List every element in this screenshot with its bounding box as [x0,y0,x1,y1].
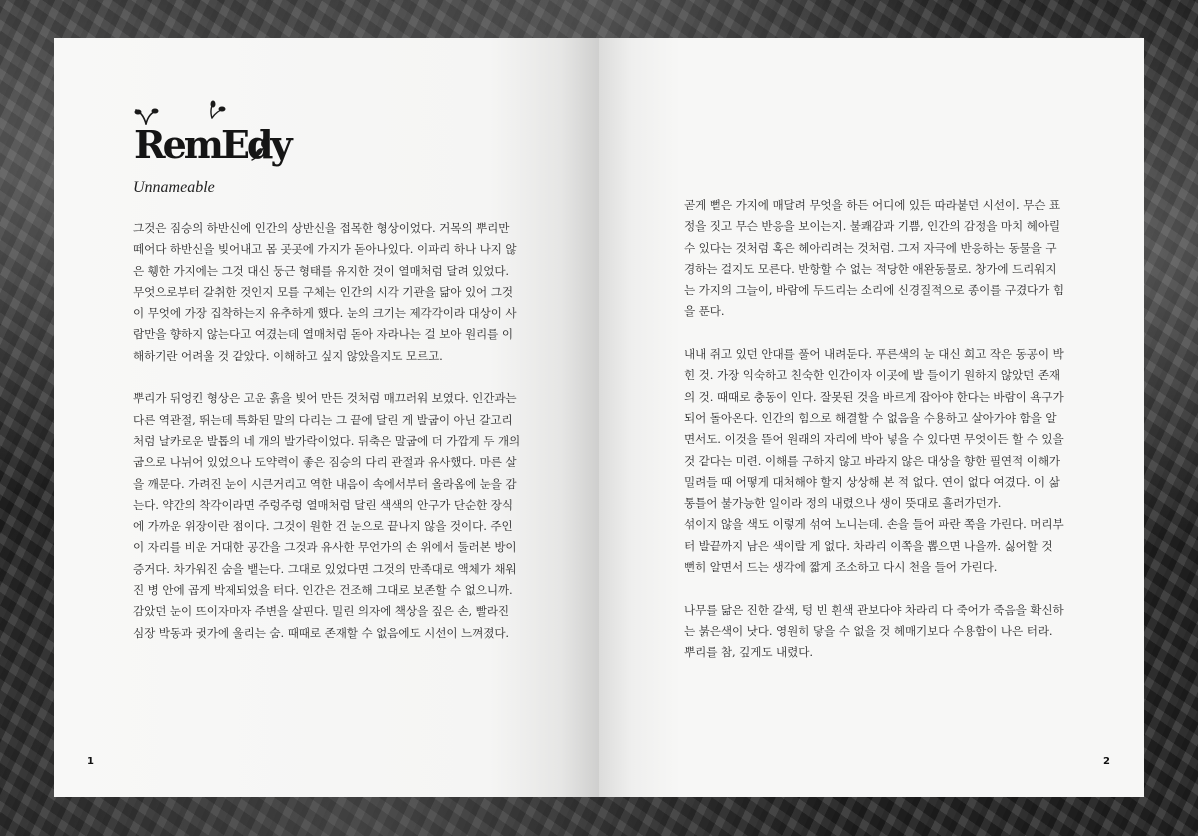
subtitle: Unnameable [133,179,215,196]
paragraph: 곧게 뻗은 가지에 매달려 무엇을 하든 어디에 있든 따라붙던 시선이. 무슨 표정을 짓고 무슨 반응을 보이는지. 불쾌감과 기쁨, 인간의 감정을 마치 헤아릴 수 있다는 것처럼 혹은 헤아리려는 것처럼. 그저 자극에 반응하는 동물을 구경하는 걸지도 모른다. 반항할 수 없는 적당한 애완동물로. 창가에 드리워지는 가지의 그늘이, 바람에 두드리는 소리에 신경질적으로 종이를 구겼다가 힘을 푼다. [684,198,1064,319]
paragraph: 뿌리가 뒤엉킨 형상은 고운 흙을 빚어 만든 것처럼 매끄러워 보였다. 인간과는 다른 역관절, 뛰는데 특화된 말의 다리는 그 끝에 달린 게 발굽이 아닌 갈고리처럼 날카로운 발톱의 네 개의 발가락이었다. 뒤축은 말굽에 더 가깝게 두 개의 굽으로 나뉘어 있었으나 도약력이 좋은 짐승의 다리 관절과 유사했다. 마른 살을 깨문다. 가려진 눈이 시큰거리고 역한 내음이 속에서부터 올라옴에 눈을 감는다. 약간의 착각이라면 주렁주렁 열매처럼 달린 색색의 안구가 단순한 장식에 가까운 위장이란 점이다. 그것이 원한 건 눈으로 끝나지 않을 것이다. 주인이 자리를 비운 거대한 공간을 그것과 유사한 무언가의 손 위에서 둘러본 방이 증거다. 차가워진 숨을 뱉는다. 그대로 있었다면 그것의 만족대로 액체가 채워진 병 안에 곱게 박제되었을 터다. 인간은 건조해 그대로 보존할 수 없으니까. 감았던 눈이 뜨이자마자 주변을 살핀다. 밀린 의자에 책상을 짚은 손, 빨라진 심장 박동과 귓가에 울리는 숨. 때때로 존재할 수 없음에도 시선이 느껴졌다. [133,391,521,640]
paragraph: 나무를 닮은 진한 갈색, 텅 빈 흰색 관보다야 차라리 다 죽어가 죽음을 확신하는 붉은색이 낫다. 영원히 닿을 수 없을 것 헤매기보다 수용함이 나은 터라. 뿌리를 참, 깊게도 내렸다. [684,602,1064,660]
remedy-logo [132,100,290,170]
svg-text:RemEdy: RemEdy [134,122,290,167]
paragraph: 섞이지 않을 색도 이렇게 섞여 노니는데. 손을 들어 파란 쪽을 가린다. 머리부터 발끝까지 남은 색이랄 게 없다. 차라리 이쪽을 뽑으면 나을까. 싫어할 것 뻔히 알면서 드는 생각에 짧게 조소하고 다시 천을 들어 가린다. [684,517,1064,575]
paragraph: 그것은 짐승의 하반신에 인간의 상반신을 접목한 형상이었다. 거목의 뿌리만 떼어다 하반신을 빚어내고 몸 곳곳에 가지가 돋아나있다. 이파리 하나 나지 않은 휑한 가지에는 그것 대신 둥근 형태를 유지한 것이 열매처럼 달려 있었다. 무엇으로부터 갈취한 것인지 모를 구체는 인간의 시각 기관을 닮아 있어 그것이 무엇에 가장 집착하는지 유추하게 했다. 눈의 크기는 제각각이라 대상이 사람만을 향하지 않는다고 여겼는데 열매처럼 돋아 자라나는 걸 보아 원리를 이해하기란 어려울 것 같았다. 이해하고 싶지 않았을지도 모르고. [133,221,517,363]
page-number: 1 [87,756,94,767]
page-number: 2 [1103,756,1110,767]
right-page [599,38,1144,797]
left-page [54,38,599,797]
paragraph: 내내 쥐고 있던 안대를 풀어 내려둔다. 푸른색의 눈 대신 희고 작은 동공이 박힌 것. 가장 익숙하고 친숙한 인간이자 이곳에 발 들이기 원하지 않았던 존재의 것. 때때로 충동이 인다. 잘못된 것을 바르게 잡아야 한다는 바람이 욕구가 되어 돌아온다. 인간의 힘으로 해결할 수 없음을 수용하고 살아가야 함을 알면서도. 이것을 뜯어 원래의 자리에 박아 넣을 수 있다면 무엇이든 할 수 있을 것 같다는 미련. 이해를 구하지 않고 바라지 않은 대상을 향한 필연적 이해가 밀려들 때 어떻게 대처해야 할지 상상해 본 적 없다. 연이 없다 여겼다. 이 삶 통틀어 불가능한 일이라 정의 내렸으나 생이 뜻대로 흘러가던가. [684,347,1064,511]
left-page-body [133,218,523,644]
right-page-body [684,195,1064,664]
